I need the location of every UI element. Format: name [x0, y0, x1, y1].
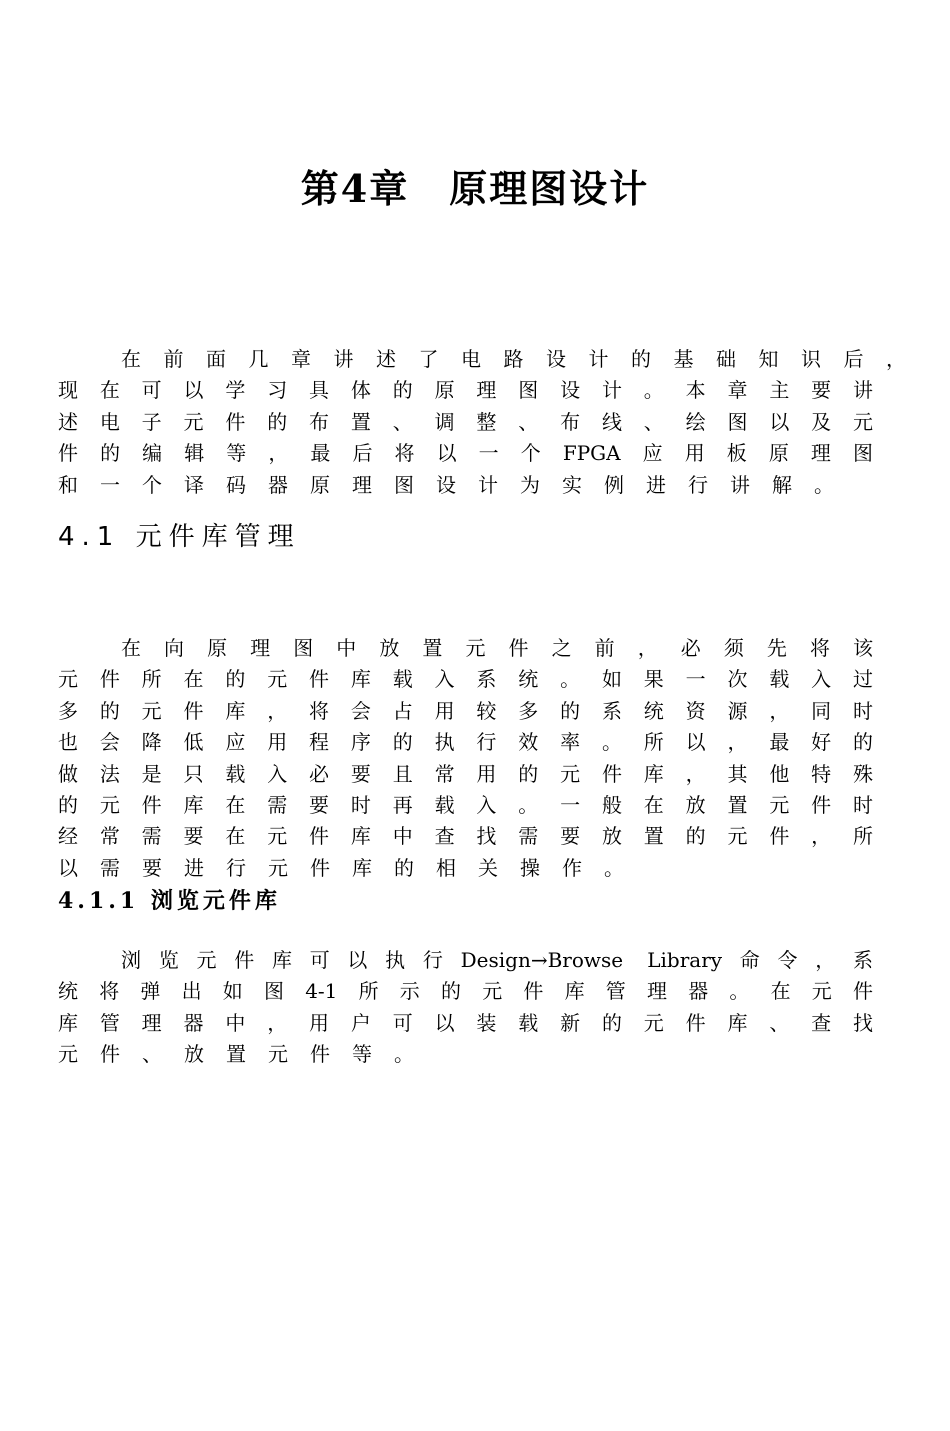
chapter-number: 第4章 [300, 166, 410, 211]
text-line: 经常需要在元件库中查找需要放置的元件，所 [58, 824, 873, 848]
text-line: 在向原理图中放置元件之前，必须先将该 [121, 636, 873, 660]
text-line: 和一个译码器原理图设计为实例进行讲解。 [58, 473, 856, 497]
text-line: 做法是只载入必要且常用的元件库，其他特殊 [58, 762, 873, 786]
text-line: 的元件库在需要时再载入。一般在放置元件时 [58, 793, 873, 817]
text-line: 述电子元件的布置、调整、布线、绘图以及元 [58, 410, 873, 434]
text-line: 库管理器中，用户可以装载新的元件库、查找 [58, 1011, 873, 1035]
text-line: 浏览元件库可以执行Design→Browse Library命令，系 [121, 948, 873, 972]
text-line: 现在可以学习具体的原理图设计。本章主要讲 [58, 378, 873, 402]
chapter-name: 原理图设计 [449, 166, 650, 211]
text-line: 多的元件库，将会占用较多的系统资源，同时 [58, 699, 873, 723]
text-line: 元件、放置元件等。 [58, 1042, 436, 1066]
text-line: 也会降低应用程序的执行效率。所以，最好的 [58, 730, 873, 754]
text-line: 在前面几章讲述了电路设计的基础知识后， [121, 347, 906, 371]
text-line: 统将弹出如图4-1所示的元件库管理器。在元件 [58, 979, 873, 1003]
text-line: 以需要进行元件库的相关操作。 [58, 856, 646, 880]
section-heading-4-1-1: 4.1.1 浏览元件库 [58, 888, 281, 914]
text-line: 件的编辑等，最后将以一个FPGA应用板原理图 [58, 441, 873, 465]
text-line: 元件所在的元件库载入系统。如果一次载入过 [58, 667, 873, 691]
section-heading-4-1: 4.1 元件库管理 [58, 522, 301, 552]
chapter-title [0, 158, 950, 213]
